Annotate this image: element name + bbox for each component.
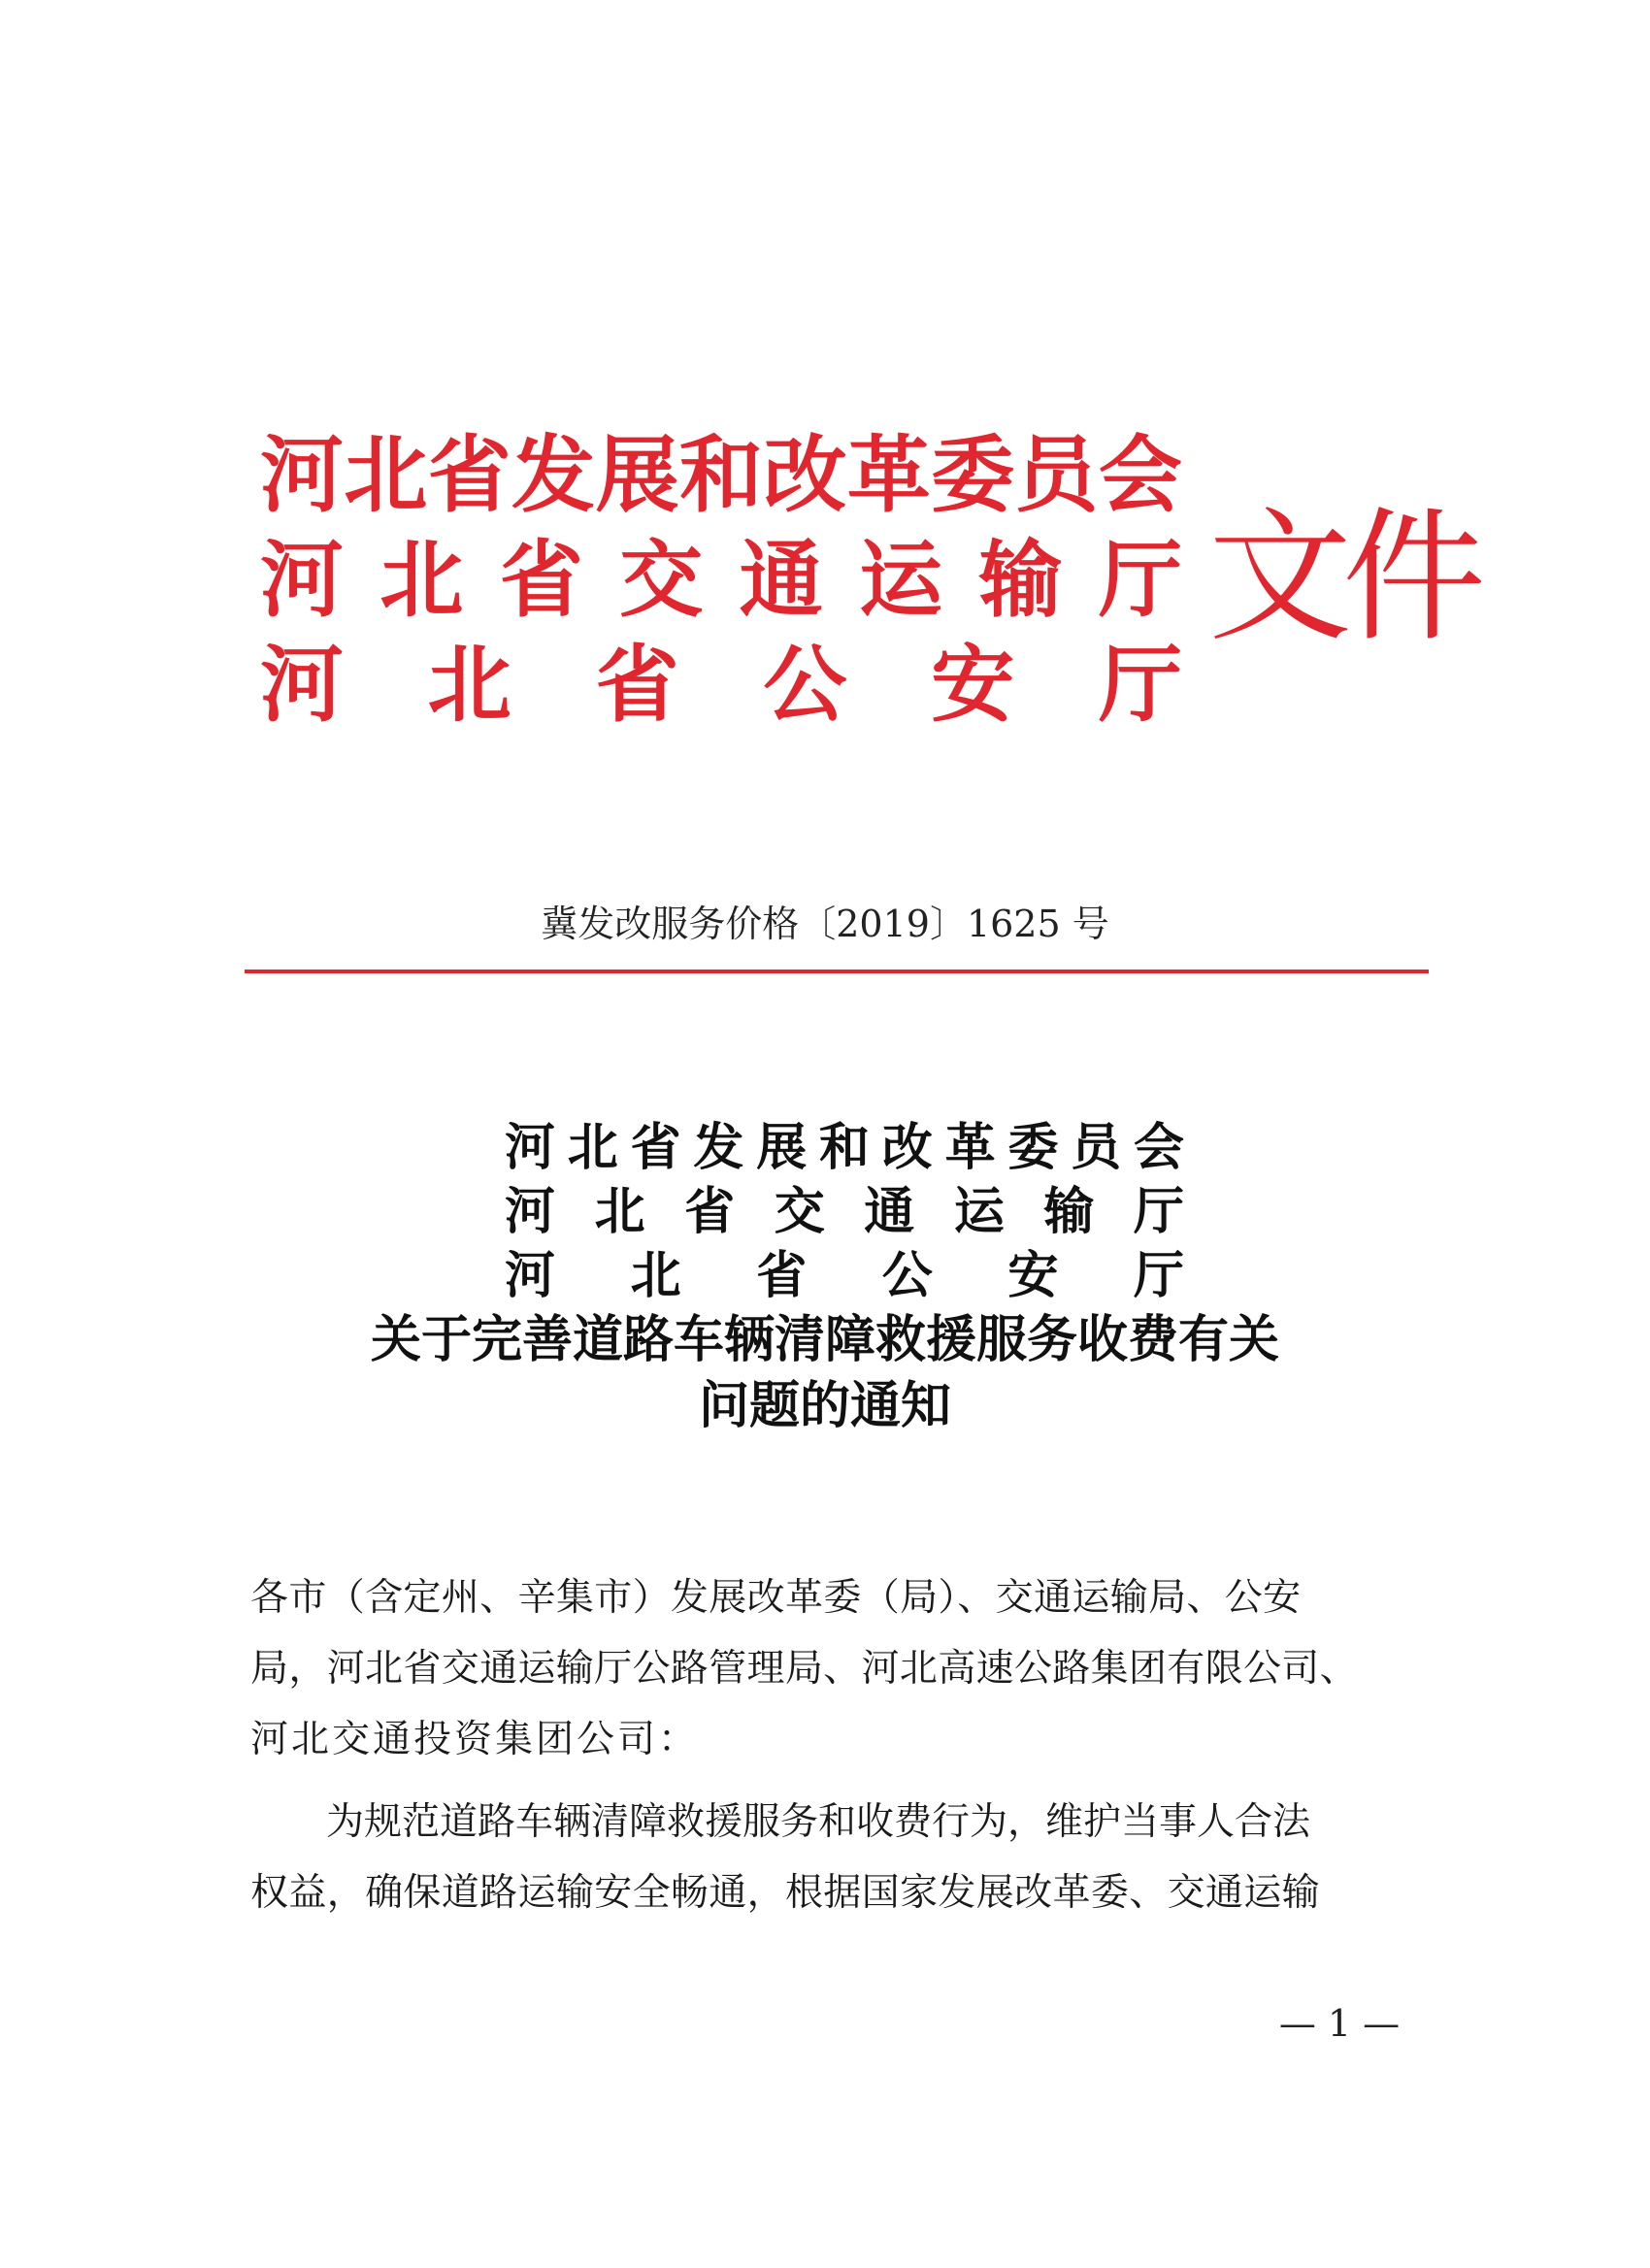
- header-line1-char: 展: [595, 426, 679, 524]
- header-line1-char: 和: [678, 426, 763, 524]
- header-line2-char: 交: [619, 531, 704, 629]
- body-line-1: 各市（含定州、辛集市）发展改革委（局）、交通运输局、公安: [250, 1576, 1302, 1620]
- header-line1-char: 北: [344, 426, 428, 524]
- header-line1-char: 革: [846, 426, 931, 524]
- title-line2-char: 省: [684, 1182, 736, 1241]
- header-line2-char: 厅: [1098, 531, 1182, 629]
- body-line-4: 为规范道路车辆清障救援服务和收费行为，维护当事人合法: [326, 1800, 1311, 1844]
- header-line3-char: 厅: [1098, 636, 1182, 734]
- title-issuer-line-1: [505, 1116, 1184, 1180]
- title-issuer-line-3: [505, 1244, 1184, 1308]
- header-line3-char: 北: [427, 636, 512, 734]
- title-issuer-line-2: [505, 1180, 1184, 1244]
- title-line1-char: 河: [505, 1118, 556, 1177]
- title-line1-char: 革: [944, 1118, 996, 1177]
- header-issuer-line-2: [260, 532, 1182, 629]
- title-line3-char: 省: [756, 1246, 808, 1305]
- title-line2-char: 交: [774, 1182, 825, 1241]
- document-number: 冀发改服务价格〔2019〕1625 号: [541, 903, 1109, 945]
- title-line1-char: 改: [881, 1118, 933, 1177]
- title-line3-char: 安: [1007, 1246, 1059, 1305]
- title-line2-char: 北: [594, 1182, 645, 1241]
- title-line3-char: 公: [881, 1246, 933, 1305]
- title-line1-char: 省: [630, 1118, 681, 1177]
- title-line2-char: 通: [864, 1182, 915, 1241]
- title-line2-char: 河: [505, 1182, 556, 1241]
- header-issuer-line-3: [260, 637, 1182, 734]
- header-line2-char: 河: [260, 531, 344, 629]
- header-line1-char: 改: [763, 426, 847, 524]
- body-line-2: 局，河北省交通运输厅公路管理局、河北高速公路集团有限公司、: [250, 1647, 1359, 1691]
- title-line1-char: 发: [693, 1118, 744, 1177]
- page-number: — 1 —: [1278, 2002, 1401, 2045]
- header-line1-char: 河: [260, 426, 344, 524]
- header-line2-char: 运: [859, 531, 943, 629]
- title-subject-line-2: 问题的通知: [698, 1376, 951, 1435]
- header-line3-char: 河: [260, 636, 344, 734]
- header-line3-char: 安: [931, 636, 1015, 734]
- title-line2-char: 厅: [1133, 1182, 1184, 1241]
- header-line1-char: 委: [931, 426, 1015, 524]
- header-line2-char: 输: [978, 531, 1063, 629]
- title-line1-char: 员: [1071, 1118, 1122, 1177]
- header-line1-char: 发: [512, 426, 596, 524]
- header-line3-char: 公: [763, 636, 847, 734]
- title-line1-char: 和: [818, 1118, 870, 1177]
- title-line3-char: 厅: [1133, 1246, 1184, 1305]
- title-line1-char: 委: [1007, 1118, 1059, 1177]
- title-line1-char: 展: [756, 1118, 808, 1177]
- header-line1-char: 会: [1098, 426, 1182, 524]
- title-line3-char: 河: [505, 1246, 556, 1305]
- header-line2-char: 省: [499, 531, 583, 629]
- header-line2-char: 通: [739, 531, 823, 629]
- red-divider-rule: [245, 970, 1429, 973]
- body-line-3: 河北交通投资集团公司：: [250, 1718, 700, 1761]
- title-subject-line-1: 关于完善道路车辆清障救援服务收费有关: [370, 1310, 1279, 1369]
- title-line3-char: 北: [630, 1246, 681, 1305]
- header-line2-char: 北: [380, 531, 464, 629]
- header-line3-char: 省: [595, 636, 679, 734]
- header-line1-char: 员: [1014, 426, 1099, 524]
- title-line2-char: 输: [1043, 1182, 1095, 1241]
- title-line2-char: 运: [953, 1182, 1005, 1241]
- body-line-5: 权益，确保道路运输安全畅通，根据国家发展改革委、交通运输: [250, 1871, 1321, 1915]
- title-line1-char: 北: [567, 1118, 618, 1177]
- title-line1-char: 会: [1133, 1118, 1184, 1177]
- header-wenjian: 文件: [1208, 494, 1476, 661]
- header-issuer-line-1: [260, 427, 1182, 524]
- header-line1-char: 省: [427, 426, 512, 524]
